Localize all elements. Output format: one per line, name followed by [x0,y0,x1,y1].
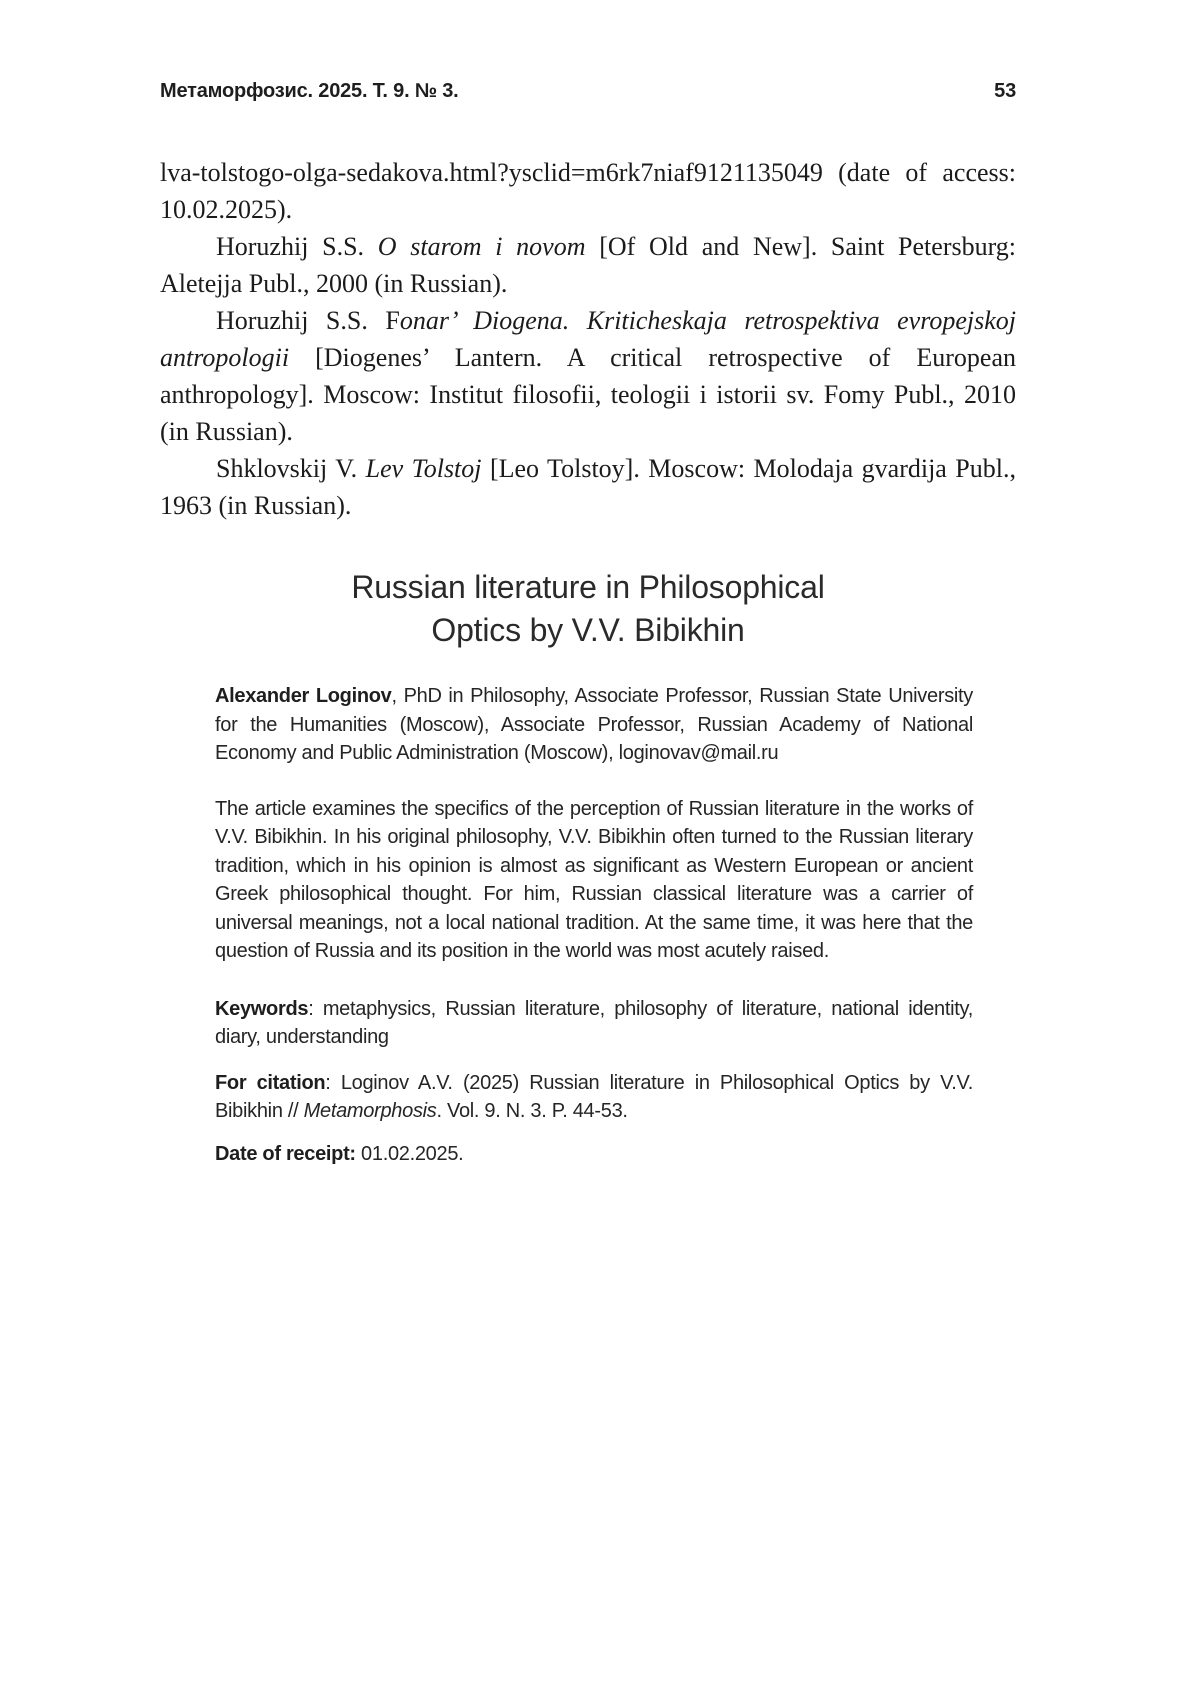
reference-item [160,228,1016,302]
citation-text: . Vol. 9. N. 3. P. 44-53. [436,1100,628,1122]
author-affiliation: , PhD in Philosophy, Associate Professor, Russian State University for the Humanities (Moscow), Associate Professor, Russian Academy of National Economy and Public Administration (Moscow), loginovav@mail.ru [215,685,973,764]
receipt-paragraph [215,1140,973,1169]
reference-text: [Diogenes’ Lantern. A critical retrospective of European anthropology]. Moscow: Institut filosofii, teologii i istorii sv. Fomy Publ., 2010 (in Russian). [160,343,1016,446]
article-title-line2: Optics by V.V. Bibikhin [431,612,745,648]
reference-item-continuation [160,154,1016,228]
reference-title-italic: onar’ Diogena. Kriticheskaja retrospektiva evropejskoj antropologii [160,306,1016,372]
reference-title-italic: Lev Tolstoj [365,454,482,483]
references-section [160,154,1016,524]
reference-text: lva-tolstogo-olga-sedakova.html?ysclid=m6rk7niaf9121135049 (date of access: 10.02.2025). [160,158,1016,224]
keywords-text: : metaphysics, Russian literature, philosophy of literature, national identity, diary, understanding [215,997,973,1048]
reference-text: Horuzhij S.S. [216,232,378,261]
author-paragraph [215,682,973,768]
article-meta [215,682,973,1168]
article-title [160,566,1016,652]
reference-text: [Of Old and New]. Saint Petersburg: Aletejja Publ., 2000 (in Russian). [160,232,1017,298]
reference-text: [Leo Tolstoy]. Moscow: Molodaja gvardija Publ., 1963 (in Russian). [160,454,1016,520]
keywords-paragraph [215,995,973,1052]
citation-text: : Loginov A.V. (2025) Russian literature in Philosophical Optics by V.V. Bibikhin // [215,1071,973,1122]
author-name: Alexander Loginov [215,685,392,707]
receipt-value: 01.02.2025. [355,1142,464,1165]
citation-paragraph [215,1069,973,1126]
receipt-label: Date of receipt: [215,1142,356,1165]
abstract-paragraph [215,795,973,966]
reference-item [160,450,1016,524]
running-head [160,78,1016,104]
citation-journal-italic: Metamorphosis [303,1100,437,1122]
abstract-text: The article examines the specifics of the perception of Russian literature in the works of V.V. Bibikhin. In his original philosophy, V.V. Bibikhin often turned to the Russian literary tradition, which in his opinion is almost as significant as Western European or ancient Greek philosophical thought. For him, Russian classical literature was a carrier of universal meanings, not a local national tradition. At the same time, it was here that the question of Russia and its position in the world was most acutely raised. [215,797,973,962]
journal-header-text: Метаморфозис. 2025. Т. 9. № 3. [160,80,459,102]
page-number: 53 [994,80,1016,102]
reference-text: Shklovskij V. [216,454,366,483]
reference-item [160,302,1016,450]
reference-text: Horuzhij S.S. F [216,306,400,335]
reference-title-italic: O starom i novom [377,232,586,261]
citation-label: For citation [215,1071,326,1094]
keywords-label: Keywords [215,997,309,1020]
article-title-line1: Russian literature in Philosophical [351,569,825,605]
